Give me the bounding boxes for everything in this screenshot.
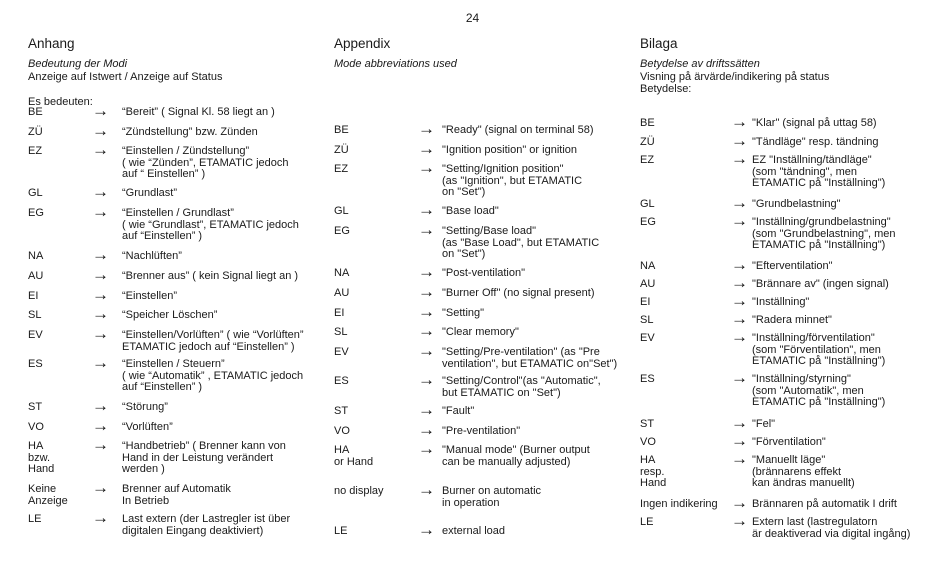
mode-code (28, 127, 43, 139)
right-arrow-icon: → (92, 140, 109, 159)
mode-description-line: Brenner auf Automatik (122, 483, 231, 495)
right-arrow-icon: → (731, 449, 748, 468)
mode-description (122, 402, 168, 414)
mode-description (122, 514, 290, 537)
mode-code (28, 359, 43, 371)
mode-code-line: ZÜ (640, 136, 655, 148)
mode-code-line: or Hand (334, 455, 374, 468)
mode-code-line: HA (640, 454, 656, 466)
right-arrow-icon: → (731, 327, 748, 346)
mode-description-line: "Radera minnet" (752, 314, 832, 326)
mode-description-line: in operation (442, 496, 500, 509)
mode-code-line: bzw. (28, 451, 51, 464)
mode-description-line: "Burner Off" (no signal present) (442, 287, 595, 299)
right-arrow-icon: → (92, 121, 109, 140)
right-arrow-icon: → (418, 370, 435, 389)
mode-description (752, 517, 910, 540)
subheading-line: Anzeige auf Istwert / Anzeige auf Status (28, 70, 223, 83)
mode-description-line: ETAMATIC på "Inställning") (752, 396, 886, 408)
right-arrow-icon: → (418, 282, 435, 301)
right-arrow-icon: → (92, 202, 109, 221)
right-arrow-icon: → (418, 439, 435, 458)
mode-description (442, 327, 519, 339)
right-arrow-icon: → (731, 309, 748, 328)
mode-code (334, 526, 347, 538)
mode-description (122, 330, 304, 353)
mode-code (640, 199, 655, 211)
mode-code-line: SL (640, 314, 654, 326)
mode-description-line: “Einstellen / Steuern” (122, 358, 225, 370)
mode-code-line: NA (334, 267, 350, 279)
mode-description (442, 426, 520, 438)
mode-description-line: (som "Grundbelastning", men (752, 227, 896, 240)
mode-description-line: Burner on automatic (442, 485, 542, 497)
mode-code-line: GL (28, 187, 43, 199)
right-arrow-icon: → (418, 321, 435, 340)
right-arrow-icon: → (92, 396, 109, 415)
mode-description (442, 145, 577, 157)
mode-description-line: on "Set") (442, 248, 486, 260)
mode-code-line: resp. (640, 465, 665, 478)
mode-description (442, 125, 594, 137)
mode-code-line: EI (334, 307, 345, 319)
mode-code (28, 146, 42, 158)
mode-description-line: "Pre-ventilation" (442, 425, 521, 437)
mode-code-line: EI (28, 290, 39, 302)
mode-code-line: ZÜ (28, 126, 43, 138)
mode-description (442, 347, 617, 370)
mode-code (28, 310, 41, 322)
mode-description (122, 208, 299, 243)
right-arrow-icon: → (92, 435, 109, 454)
mode-code-line: BE (334, 124, 349, 136)
mode-code-line: GL (640, 198, 655, 210)
mode-code (28, 208, 44, 220)
mode-code-line: EV (640, 332, 655, 344)
mode-description-line: ( wie “Automatik” , ETAMATIC jedoch (122, 369, 304, 382)
mode-code (334, 206, 349, 218)
right-arrow-icon: → (418, 262, 435, 281)
mode-description-line: ETAMATIC på "Inställning") (752, 355, 886, 367)
mode-code-line: NA (640, 260, 656, 272)
mode-description-line: "Setting/Base load" (442, 225, 537, 237)
right-arrow-icon: → (92, 324, 109, 343)
mode-code-line: EI (640, 296, 651, 308)
mode-description (122, 107, 275, 119)
right-arrow-icon: → (92, 101, 109, 120)
mode-code-line: Anzeige (28, 494, 68, 507)
mode-description (122, 441, 286, 476)
mode-description-line: "Inställning" (752, 296, 810, 308)
mode-code (334, 327, 347, 339)
subheading-italic: Mode abbreviations used (334, 58, 457, 70)
mode-description-line: "Manuellt läge" (752, 454, 826, 466)
column-de (28, 36, 328, 537)
mode-code-line: HA (28, 440, 44, 452)
mode-code-line: HA (334, 444, 350, 456)
right-arrow-icon: → (731, 112, 748, 131)
mode-code-line: LE (334, 525, 348, 537)
right-arrow-icon: → (92, 182, 109, 201)
right-arrow-icon: → (92, 508, 109, 527)
mode-description-line: “Speicher Löschen” (122, 309, 218, 321)
right-arrow-icon: → (731, 211, 748, 230)
mode-description-line: ventilation", but ETAMATIC on"Set") (442, 357, 618, 370)
mode-code-line: VO (640, 436, 656, 448)
mode-code-line: ES (334, 375, 349, 387)
mode-code-line: VO (334, 425, 350, 437)
column-subheading (640, 58, 940, 96)
mode-code (28, 291, 38, 303)
mode-description-line: auf “Einstellen” ) (122, 230, 203, 242)
mode-code (28, 514, 41, 526)
subheading-line (28, 83, 328, 96)
mode-description-line: "Manual mode" (Burner output (442, 444, 590, 456)
column-subheading (334, 58, 634, 71)
right-arrow-icon: → (92, 353, 109, 372)
mode-code (28, 107, 43, 119)
mode-code (640, 315, 653, 327)
mode-description (752, 315, 832, 327)
mode-code-line: EG (28, 207, 44, 219)
mode-description (122, 127, 258, 139)
mode-description-line: “Störung” (122, 401, 168, 413)
mode-description-line: “Vorlüften” (122, 421, 173, 433)
mode-code-line: Hand (640, 477, 667, 489)
mode-description-line: (som "Automatik", men (752, 384, 864, 397)
mode-description-line: "Setting/Ignition position" (442, 163, 564, 175)
mode-code (28, 330, 43, 342)
mode-description-line: "Förventilation" (752, 436, 826, 448)
right-arrow-icon: → (418, 341, 435, 360)
mode-description-line: ETAMATIC på "Inställning") (752, 177, 886, 189)
mode-description-line: är deaktiverad via digital ingång) (752, 527, 911, 540)
mode-code (334, 226, 350, 238)
mode-description-line: "Setting/Control"(as "Automatic", (442, 375, 601, 387)
mode-code (640, 419, 654, 431)
mode-description (442, 308, 484, 320)
subheading-italic: Betydelse av driftssätten (640, 58, 760, 70)
mode-code (334, 426, 350, 438)
mode-code (334, 164, 348, 176)
mode-description-line: "Inställning/förventilation" (752, 332, 875, 344)
mode-description-line: "Fel" (752, 418, 776, 430)
page-number: 24 (465, 11, 480, 25)
mode-description-line: Hand in der Leistung verändert (122, 451, 274, 464)
mode-code-line: AU (334, 287, 350, 299)
mode-description-line: (som "Förventilation", men (752, 343, 881, 356)
right-arrow-icon: → (92, 245, 109, 264)
column-sv (640, 36, 940, 540)
mode-code (334, 268, 349, 280)
mode-description-line: "Setting/Pre-ventilation" (as "Pre (442, 346, 600, 358)
mode-description-line: kan ändras manuellt) (752, 477, 855, 489)
right-arrow-icon: → (92, 478, 109, 497)
right-arrow-icon: → (731, 149, 748, 168)
mode-description-line: Extern last (lastregulatorn (752, 516, 878, 528)
right-arrow-icon: → (731, 291, 748, 310)
mode-description-line: "Clear memory" (442, 326, 519, 338)
mode-description-line: “Grundlast” (122, 187, 178, 199)
mode-code-line: GL (334, 205, 349, 217)
mode-description-line: "Setting" (442, 307, 485, 319)
mode-code-line: BE (28, 106, 43, 118)
mode-code (334, 376, 349, 388)
mode-description-line: "Grundbelastning" (752, 198, 841, 210)
mode-description-line: "Fault" (442, 405, 475, 417)
mode-description (442, 288, 595, 300)
mode-code-line: EG (334, 225, 350, 237)
mode-description-line: can be manually adjusted) (442, 455, 571, 468)
mode-description (752, 333, 885, 368)
mode-code-line: ST (640, 418, 655, 430)
mode-code (334, 145, 349, 157)
mode-description (122, 422, 173, 434)
mode-description (442, 406, 474, 418)
mode-code-line: EZ (334, 163, 349, 175)
right-arrow-icon: → (418, 119, 435, 138)
right-arrow-icon: → (418, 400, 435, 419)
mode-description (122, 359, 303, 394)
mode-description (122, 188, 177, 200)
right-arrow-icon: → (92, 285, 109, 304)
right-arrow-icon: → (731, 193, 748, 212)
mode-description (442, 206, 499, 218)
mode-description-line: "Post-ventilation" (442, 267, 526, 279)
mode-description-line: "Inställning/grundbelastning" (752, 216, 891, 228)
mode-description-line: "Base load" (442, 205, 499, 217)
right-arrow-icon: → (731, 413, 748, 432)
mode-code (640, 155, 654, 167)
mode-description-line: digitalen Eingang deaktiviert) (122, 524, 264, 537)
mode-description (122, 484, 231, 507)
mode-description-line: “Einstellen / Zündstellung” (122, 145, 250, 157)
right-arrow-icon: → (92, 416, 109, 435)
right-arrow-icon: → (418, 520, 435, 539)
mode-code (640, 279, 655, 291)
mode-code (28, 484, 68, 507)
mode-description (752, 261, 833, 273)
mode-description (122, 146, 288, 181)
mode-code (28, 441, 54, 476)
mode-description-line: ( wie “Zünden”, ETAMATIC jedoch (122, 156, 289, 169)
mode-description-line: Brännaren på automatik I drift (752, 498, 897, 510)
mode-code (640, 455, 666, 490)
mode-description-line: “Bereit” ( Signal Kl. 58 liegt an ) (122, 106, 275, 118)
mode-code-line: ST (334, 405, 349, 417)
mode-code-line: EV (334, 346, 349, 358)
right-arrow-icon: → (731, 431, 748, 450)
column-heading: Anhang (28, 36, 75, 51)
mode-description-line: In Betrieb (122, 494, 170, 507)
mode-code (640, 217, 656, 229)
mode-code (28, 271, 43, 283)
mode-code (334, 288, 349, 300)
mode-description-line: "Klar" (signal på uttag 58) (752, 117, 877, 129)
mode-description (442, 486, 541, 509)
mode-description-line: “Einstellen / Grundlast” (122, 207, 234, 219)
mode-description (752, 279, 889, 291)
mode-description-line: “Einstellen/Vorlüften” ( wie “Vorlüften” (122, 329, 304, 341)
subheading-line: Visning på ärvärde/indikering på status (640, 70, 830, 83)
mode-description-line: EZ "Inställning/tändläge" (752, 154, 872, 166)
right-arrow-icon: → (731, 131, 748, 150)
mode-code-line: ZÜ (334, 144, 349, 156)
mode-description-line: Last extern (der Lastregler ist über (122, 513, 291, 525)
mode-code-line: ES (28, 358, 43, 370)
right-arrow-icon: → (92, 304, 109, 323)
mode-description (122, 251, 182, 263)
mode-description-line: “Nachlüften” (122, 250, 182, 262)
mode-code-line: Ingen indikering (640, 498, 718, 510)
mode-description (752, 217, 896, 252)
mode-code-line: AU (28, 270, 44, 282)
mode-description (752, 455, 855, 490)
mode-code-line: EZ (28, 145, 43, 157)
subheading-italic: Bedeutung der Modi (28, 58, 128, 70)
mode-description (442, 226, 599, 261)
mode-description-line: (som "tändning", men (752, 165, 858, 178)
right-arrow-icon: → (418, 139, 435, 158)
mode-code-line: BE (640, 117, 655, 129)
right-arrow-icon: → (418, 158, 435, 177)
mode-description (122, 291, 177, 303)
mode-code-line: LE (640, 516, 654, 528)
mode-code (334, 125, 349, 137)
mode-code (334, 445, 373, 468)
mode-description-line: "Brännare av" (ingen signal) (752, 278, 889, 290)
mode-code (640, 517, 653, 529)
right-arrow-icon: → (92, 265, 109, 284)
mode-description-line: on "Set") (442, 186, 486, 198)
right-arrow-icon: → (418, 480, 435, 499)
mode-code (640, 137, 655, 149)
mode-description-line: "Ignition position" or ignition (442, 144, 578, 156)
mode-code-line: EG (640, 216, 656, 228)
mode-code (28, 402, 42, 414)
mode-code-line: AU (640, 278, 656, 290)
column-subheading (28, 58, 328, 108)
mode-code-line: EV (28, 329, 43, 341)
mode-code-line: EZ (640, 154, 655, 166)
mode-description (752, 374, 885, 409)
mode-description (442, 376, 601, 399)
mode-description-line: (as "Base Load", but ETAMATIC (442, 236, 600, 249)
mode-description (752, 297, 809, 309)
mode-code (640, 261, 655, 273)
mode-code (640, 374, 655, 386)
mode-description-line: external load (442, 525, 505, 537)
mode-code-line: VO (28, 421, 44, 433)
mode-code-line: ES (640, 373, 655, 385)
mode-description-line: “Einstellen” (122, 290, 178, 302)
mode-description-line: "Efterventilation" (752, 260, 833, 272)
mode-code-line: Hand (28, 463, 55, 475)
mode-code (334, 486, 384, 498)
mode-description-line: (brännarens effekt (752, 465, 842, 478)
mode-description (442, 164, 582, 199)
column-en (334, 36, 634, 539)
mode-description-line: "Inställning/styrning" (752, 373, 851, 385)
mode-description-line: "Tändläge" resp. tändning (752, 136, 879, 148)
mode-description (752, 155, 885, 190)
mode-description (752, 118, 877, 130)
mode-description-line: auf “Einstellen” ) (122, 381, 203, 393)
mode-code (640, 297, 650, 309)
mode-code (334, 406, 348, 418)
column-heading: Bilaga (640, 36, 678, 51)
mode-description-line: “Handbetrieb” ( Brenner kann von (122, 440, 286, 452)
right-arrow-icon: → (418, 302, 435, 321)
subheading-line: Betydelse: (640, 83, 692, 95)
mode-code (334, 347, 349, 359)
mode-description (752, 499, 897, 511)
right-arrow-icon: → (731, 368, 748, 387)
mode-description-line: ( wie “Grundlast”, ETAMATIC jedoch (122, 218, 299, 231)
mode-description-line: “Zündstellung” bzw. Zünden (122, 126, 258, 138)
mode-code (334, 308, 344, 320)
mode-description-line: “Brenner aus” ( kein Signal liegt an ) (122, 270, 299, 282)
mode-code (28, 251, 43, 263)
column-heading: Appendix (334, 36, 391, 51)
subheading-line: Es bedeuten: (28, 95, 93, 108)
right-arrow-icon: → (731, 511, 748, 530)
mode-code-line: Keine (28, 483, 57, 495)
mode-code-line: no display (334, 485, 384, 497)
mode-code-line: SL (28, 309, 42, 321)
mode-code (28, 422, 44, 434)
right-arrow-icon: → (418, 200, 435, 219)
right-arrow-icon: → (731, 273, 748, 292)
mode-code (640, 333, 655, 345)
mode-description (752, 419, 775, 431)
mode-description-line: werden ) (122, 463, 165, 475)
mode-description (442, 268, 525, 280)
mode-description-line: ETAMATIC på "Inställning") (752, 239, 886, 251)
right-arrow-icon: → (418, 220, 435, 239)
mode-description (752, 437, 826, 449)
mode-code-line: NA (28, 250, 44, 262)
mode-description-line: auf “ Einstellen” ) (122, 168, 206, 180)
mode-code (640, 437, 656, 449)
right-arrow-icon: → (418, 420, 435, 439)
mode-description (122, 271, 298, 283)
mode-code-line: LE (28, 513, 42, 525)
mode-description (752, 137, 878, 149)
mode-code (640, 499, 718, 511)
mode-description-line: ETAMATIC jedoch auf “Einstellen” ) (122, 340, 295, 353)
mode-code-line: SL (334, 326, 348, 338)
mode-code-line: ST (28, 401, 43, 413)
right-arrow-icon: → (731, 493, 748, 512)
mode-description-line: but ETAMATIC on "Set") (442, 386, 561, 399)
mode-description (752, 199, 841, 211)
mode-description (442, 445, 590, 468)
mode-code (640, 118, 655, 130)
mode-description-line: (as "Ignition", but ETAMATIC (442, 174, 583, 187)
mode-description (122, 310, 217, 322)
mode-description (442, 526, 505, 538)
mode-code (28, 188, 43, 200)
right-arrow-icon: → (731, 255, 748, 274)
mode-description-line: "Ready" (signal on terminal 58) (442, 124, 594, 136)
